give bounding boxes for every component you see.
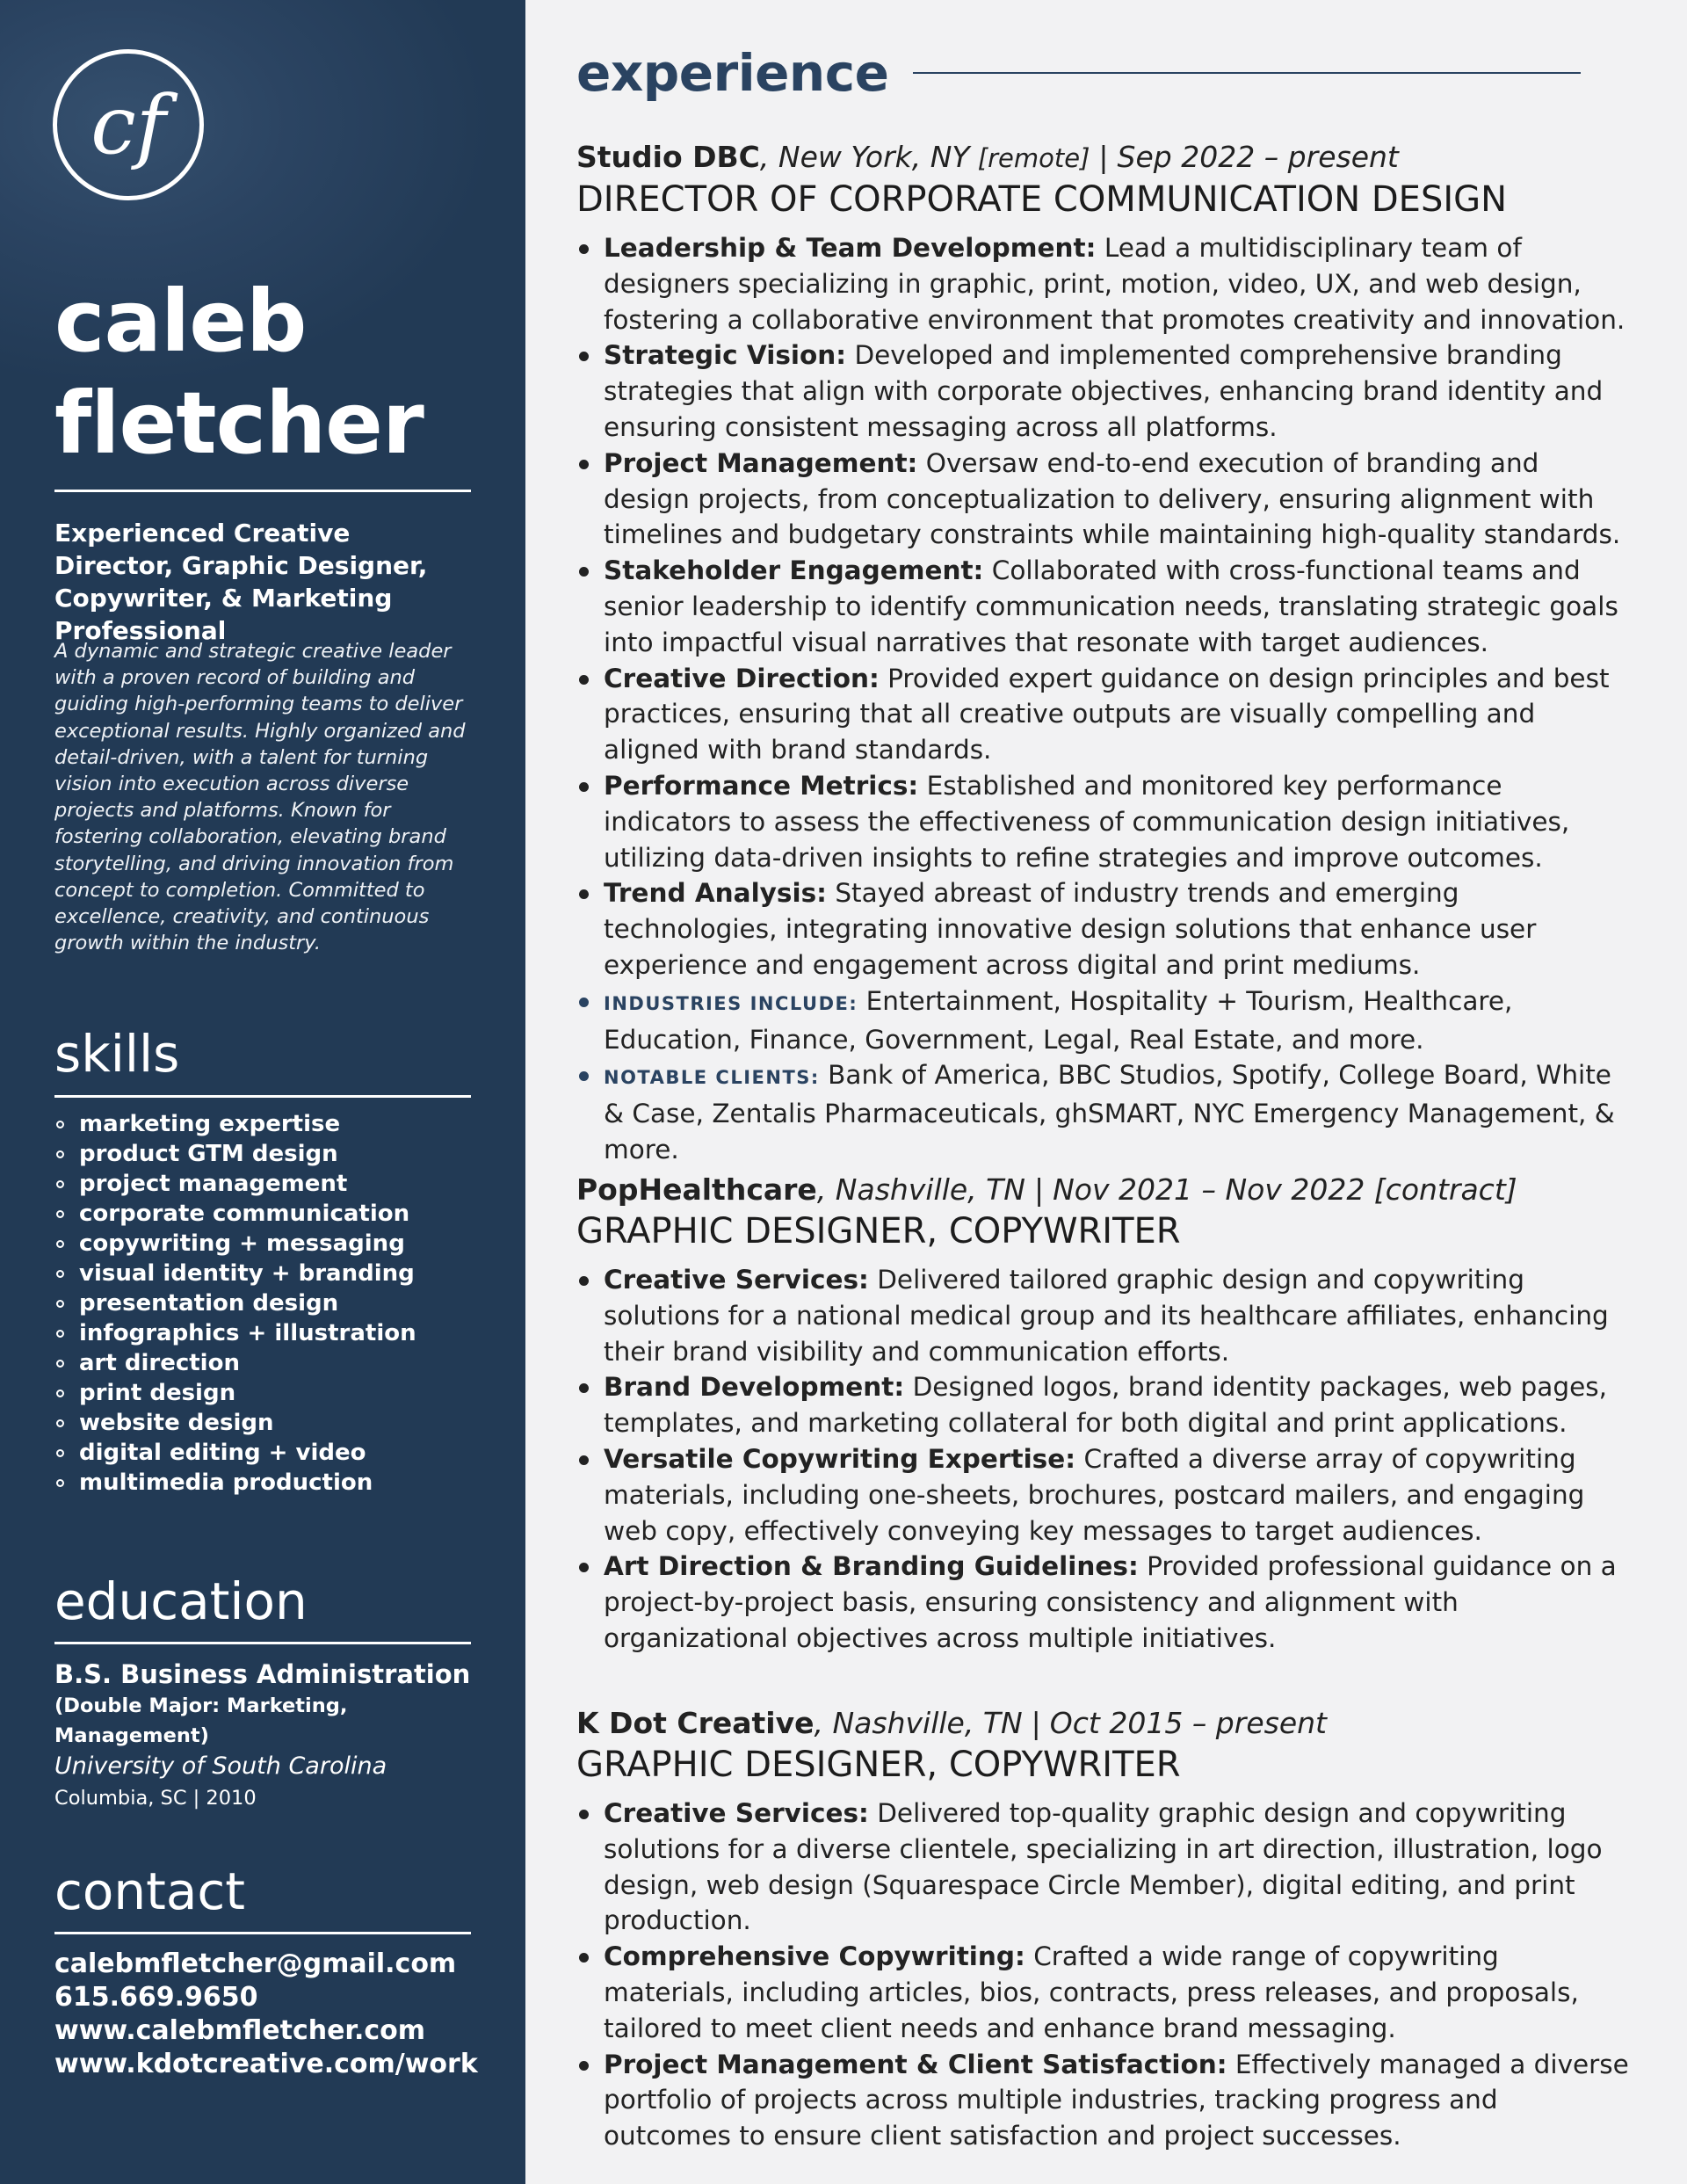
bullet-icon (579, 460, 589, 469)
job-location: , New York, NY (759, 140, 970, 174)
job-dates: Sep 2022 – present (1117, 140, 1399, 174)
job-entry (576, 1705, 1631, 2154)
list-item (576, 446, 1631, 553)
bullet-text: Lead a multidisciplinary team of designers specializing in graphic, print, motion, video, UX, and web design, fostering a collaborative environment that promotes creativity and innovation. (604, 233, 1625, 335)
skill-item (54, 1109, 476, 1139)
job-title: DIRECTOR OF CORPORATE COMMUNICATION DESIGN (576, 179, 1508, 220)
bullet-text: Effectively managed a diverse portfolio of projects across multiple industries, tracking progress and outcomes to ensure client satisfaction and project successes. (604, 2049, 1629, 2151)
list-item (576, 768, 1631, 875)
bullet-label: Performance Metrics: (604, 770, 919, 801)
skill-label: copywriting + messaging (79, 1230, 405, 1257)
skill-item (54, 1468, 476, 1498)
list-item (576, 337, 1631, 445)
bullet-icon (579, 1953, 589, 1963)
divider (54, 490, 471, 492)
circle-bullet-icon (56, 1389, 64, 1397)
bullet-label: Comprehensive Copywriting: (604, 1941, 1025, 1972)
divider (54, 1932, 471, 1934)
skills-heading: skills (54, 1024, 180, 1084)
skill-item (54, 1229, 476, 1259)
divider (913, 72, 1581, 74)
circle-bullet-icon (56, 1270, 64, 1278)
bullet-text: Provided professional guidance on a project-by-project basis, ensuring consistency and alignment with organizational objectives across multiple initiatives. (604, 1551, 1617, 1653)
industries-label: INDUSTRIES INCLUDE: (604, 992, 858, 1014)
job-meta (576, 139, 1631, 177)
job-entry (576, 139, 1631, 1168)
website-link[interactable]: www.calebmfletcher.com (54, 2015, 425, 2046)
bullet-label: Creative Services: (604, 1798, 869, 1828)
job-location: , Nashville, TN (814, 1706, 1023, 1740)
education-heading: education (54, 1571, 308, 1631)
skill-label: multimedia production (79, 1469, 373, 1496)
bullet-icon (579, 1455, 589, 1465)
divider (54, 1642, 471, 1644)
divider (54, 1095, 471, 1098)
skill-label: website design (79, 1410, 274, 1436)
job-dates: Oct 2015 – present (1049, 1706, 1327, 1740)
list-item (576, 230, 1631, 337)
list-item (576, 1796, 1631, 1939)
bullet-label: Versatile Copywriting Expertise: (604, 1443, 1076, 1474)
bullet-icon (579, 889, 589, 899)
bullet-icon (579, 352, 589, 361)
bullet-icon (579, 567, 589, 577)
skill-item (54, 1169, 476, 1199)
portfolio-link[interactable]: www.kdotcreative.com/work (54, 2049, 478, 2079)
skill-item (54, 1408, 476, 1438)
university: University of South Carolina (54, 1752, 387, 1780)
skill-label: digital editing + video (79, 1440, 366, 1466)
bullet-icon (579, 1563, 589, 1572)
list-item (576, 1549, 1631, 1656)
major: (Double Major: Marketing, Management) (54, 1694, 348, 1747)
company-name: PopHealthcare (576, 1172, 817, 1207)
industries-text: Entertainment, Hospitality + Tourism, Healthcare, Education, Finance, Government, Legal, Real Estate, and more. (604, 985, 1513, 1055)
skill-item (54, 1288, 476, 1318)
job-entry (576, 1172, 1631, 1657)
circle-bullet-icon (56, 1121, 64, 1128)
job-meta (576, 1705, 1631, 1742)
job-title: GRAPHIC DESIGNER, COPYWRITER (576, 1745, 1181, 1785)
list-item (576, 1369, 1631, 1441)
bullet-text: Crafted a diverse array of copywriting materials, including one-sheets, brochures, postcard mailers, and engaging web copy, effectively conveying key messages to target audiences. (604, 1443, 1585, 1546)
bullet-text: Designed logos, brand identity packages, web pages, templates, and marketing collateral for both digital and print applications. (604, 1372, 1607, 1439)
bullet-text: Collaborated with cross-functional teams and senior leadership to identify communication needs, translating strategic goals into impactful visual narratives that resonate with target audiences. (604, 555, 1618, 657)
bullet-label: Creative Direction: (604, 663, 880, 693)
bullet-icon (579, 1071, 589, 1081)
skill-label: corporate communication (79, 1201, 410, 1227)
circle-bullet-icon (56, 1449, 64, 1457)
bullet-label: Strategic Vision: (604, 340, 847, 371)
list-item (576, 1939, 1631, 2046)
bullet-text: Delivered tailored graphic design and copywriting solutions for a national medical group and its healthcare affiliates, enhancing their brand visibility and communication efforts. (604, 1265, 1609, 1367)
sidebar (0, 0, 525, 2184)
bullet-text: Stayed abreast of industry trends and emerging technologies, integrating innovative design solutions that enhance user experience and engagement across digital and print mediums. (604, 878, 1537, 980)
job-tag: [remote] (969, 143, 1090, 173)
profile-tagline: Experienced Creative Director, Graphic Designer, Copywriter, & Marketing Professional (54, 519, 428, 645)
bullet-icon (579, 1810, 589, 1819)
separator: | (1031, 1706, 1041, 1740)
bullet-icon (579, 675, 589, 685)
list-item (576, 1441, 1631, 1549)
bullet-text: Developed and implemented comprehensive branding strategies that align with corporate objectives, enhancing brand identity and ensuring consistent messaging across all platforms. (604, 340, 1604, 442)
bullet-text: Crafted a wide range of copywriting materials, including articles, bios, contracts, press releases, and proposals, tailored to meet client needs and enhance brand messaging. (604, 1941, 1579, 2043)
job-meta (576, 1172, 1631, 1208)
list-item (576, 1262, 1631, 1369)
separator: | (1098, 140, 1109, 174)
bullet-label: Trend Analysis: (604, 878, 827, 909)
skill-label: print design (79, 1380, 236, 1406)
contact-block (54, 1948, 494, 2081)
bullet-label: Brand Development: (604, 1372, 905, 1403)
skill-item (54, 1318, 476, 1348)
job-bullets (576, 230, 1631, 1168)
circle-bullet-icon (56, 1419, 64, 1427)
company-name: Studio DBC (576, 140, 760, 174)
skill-label: visual identity + branding (79, 1260, 415, 1287)
skill-item (54, 1259, 476, 1288)
bullet-label: Art Direction & Branding Guidelines: (604, 1551, 1139, 1582)
circle-bullet-icon (56, 1180, 64, 1188)
circle-bullet-icon (56, 1479, 64, 1487)
circle-bullet-icon (56, 1240, 64, 1248)
skill-item (54, 1199, 476, 1229)
circle-bullet-icon (56, 1210, 64, 1218)
email-link[interactable]: calebmfletcher@gmail.com (54, 1948, 457, 1979)
skill-label: product GTM design (79, 1141, 338, 1167)
bullet-label: Creative Services: (604, 1265, 869, 1295)
bullet-label: Project Management & Client Satisfaction: (604, 2049, 1227, 2079)
company-name: K Dot Creative (576, 1706, 815, 1740)
clients-label: NOTABLE CLIENTS: (604, 1067, 820, 1089)
bullet-icon (579, 782, 589, 792)
job-bullets (576, 1796, 1631, 2154)
bullet-text: Established and monitored key performance indicators to assess the effectiveness of communication design initiatives, utilizing data-driven insights to refine strategies and improve outcomes. (604, 770, 1570, 873)
circle-bullet-icon (56, 1150, 64, 1158)
bullet-label: Leadership & Team Development: (604, 233, 1097, 263)
experience-header (576, 42, 1631, 104)
education-location: Columbia, SC | 2010 (54, 1787, 257, 1810)
list-item (576, 983, 1631, 1058)
clients-text: Bank of America, BBC Studios, Spotify, College Board, White & Case, Zentalis Pharmaceuticals, ghSMART, NYC Emergency Management, & more. (604, 1060, 1615, 1165)
skill-item (54, 1139, 476, 1169)
job-location: , Nashville, TN (816, 1172, 1025, 1207)
list-item (576, 1057, 1631, 1167)
logo-text: cf (91, 77, 166, 172)
list-item (576, 2047, 1631, 2154)
bullet-icon (579, 1383, 589, 1393)
profile-name: caleb fletcher (54, 272, 424, 473)
circle-bullet-icon (56, 1360, 64, 1368)
skill-label: project management (79, 1171, 348, 1197)
list-item (576, 661, 1631, 768)
skill-label: art direction (79, 1350, 240, 1376)
bullet-text: Delivered top-quality graphic design and copywriting solutions for a diverse clientele, specializing in art direction, illustration, logo design, web design (Squarespace Circle Member), digital editing, and print production. (604, 1798, 1603, 1936)
education-block (54, 1658, 485, 1814)
circle-bullet-icon (56, 1300, 64, 1308)
skill-label: infographics + illustration (79, 1320, 416, 1346)
degree: B.S. Business Administration (54, 1659, 471, 1689)
bullet-icon (579, 998, 589, 1007)
cf-monogram-logo (53, 49, 204, 200)
job-bullets (576, 1262, 1631, 1657)
skill-item (54, 1438, 476, 1468)
job-title: GRAPHIC DESIGNER, COPYWRITER (576, 1211, 1181, 1252)
bullet-text: Oversaw end-to-end execution of branding and design projects, from conceptualization to delivery, ensuring alignment with timelines and budgetary constraints while maintaining high-quality standards. (604, 447, 1621, 550)
job-dates: Nov 2021 – Nov 2022 [contract] (1053, 1172, 1517, 1207)
bullet-icon (579, 1276, 589, 1286)
bullet-text: Provided expert guidance on design principles and best practices, ensuring that all creative outputs are visually compelling and aligned with brand standards. (604, 663, 1610, 765)
skills-list (54, 1109, 476, 1498)
skill-label: marketing expertise (79, 1111, 341, 1137)
contact-heading: contact (54, 1861, 246, 1921)
bullet-icon (579, 244, 589, 254)
experience-heading: experience (576, 43, 889, 103)
bullet-label: Stakeholder Engagement: (604, 555, 984, 586)
list-item (576, 875, 1631, 983)
profile-summary: A dynamic and strategic creative leader with a proven record of building and guiding high-performing teams to deliver exceptional results. Highly organized and detail-driven, with a talent for turning vision into execution across diverse projects and platforms. Known for fostering collaboration, elevating brand storytelling, and driving innovation from concept to completion. Committed to excellence, creativity, and continuous growth within the industry. (54, 640, 466, 955)
separator: | (1033, 1172, 1045, 1207)
circle-bullet-icon (56, 1330, 64, 1338)
skill-item (54, 1348, 476, 1378)
bullet-icon (579, 2061, 589, 2071)
skill-label: presentation design (79, 1290, 339, 1317)
bullet-label: Project Management: (604, 447, 918, 478)
skill-item (54, 1378, 476, 1408)
list-item (576, 553, 1631, 660)
phone-link[interactable]: 615.669.9650 (54, 1982, 258, 2013)
